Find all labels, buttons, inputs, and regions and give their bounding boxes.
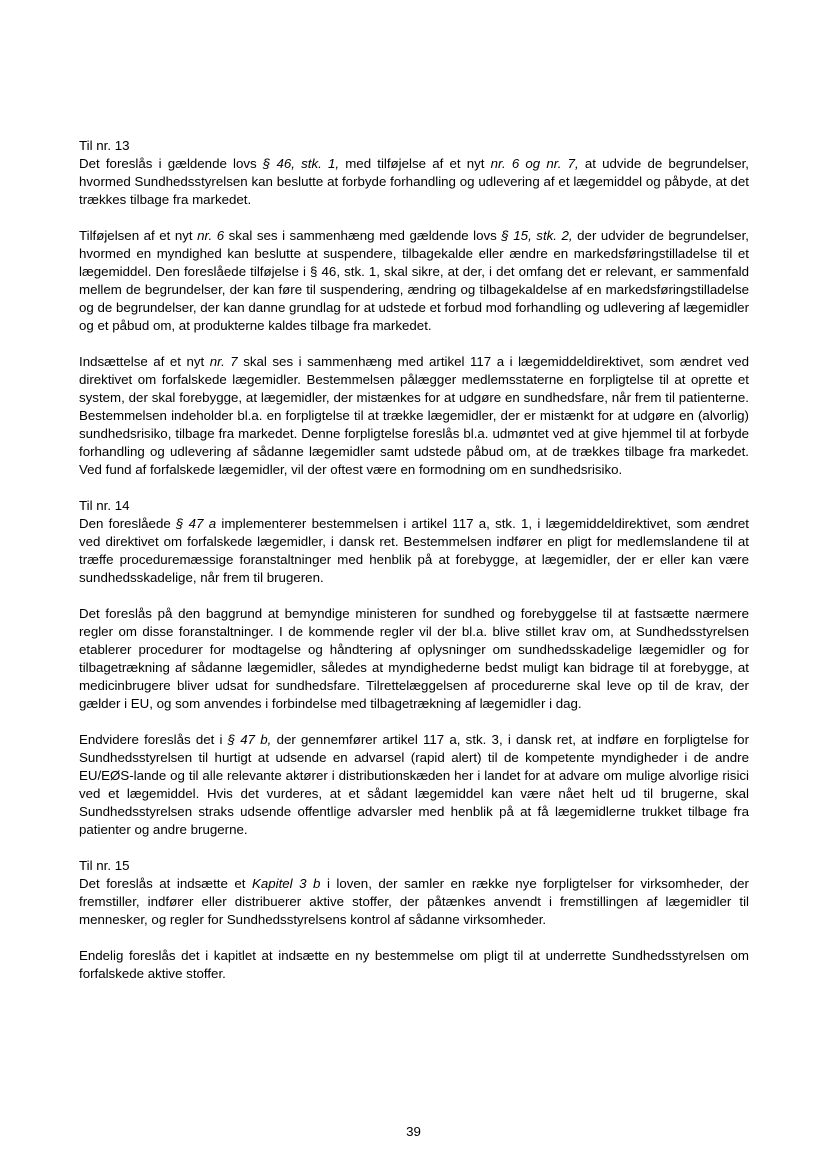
text-run: implementerer bestemmelsen i artikel 117 a, stk. 1, i lægemiddeldirektivet, som ændret ved direktivet om forfalskede lægemidler, i dansk ret. Bestemmelsen indfører en pligt for medlemslandene til at træffe proceduremæssige foranstaltninger med henblik på at forebygge, at lægemidler, der er eller kan være sundhedsskadelige, når frem til brugeren. bbox=[79, 516, 749, 585]
paragraph bbox=[79, 155, 749, 209]
legal-reference: § 46, stk. 1, bbox=[262, 156, 340, 171]
legal-reference: § 47 b, bbox=[227, 732, 272, 747]
legal-reference: § 47 a bbox=[176, 516, 217, 531]
legal-reference: nr. 7 bbox=[209, 354, 238, 369]
text-run: Endvidere foreslås det i bbox=[79, 732, 228, 747]
text-run: skal ses i sammenhæng med artikel 117 a i lægemiddeldirektivet, som ændret ved direktivet om forfalskede lægemidler. Bestemmelsen pålægger medlemsstaterne en forpligtelse til at oprette et system, der skal forebygge, at lægemidler, der mistænkes for at udgøre en sundhedsfare, når frem til patienterne. Bestemmelsen indeholder bl.a. en forpligtelse til at trække lægemidler, der er mistænkt for at udgøre en (alvorlig) sundhedsrisiko, tilbage fra markedet. Denne forpligtelse foreslås bl.a. udmøntet ved at give hjemmel til at forbyde forhandling og udlevering af sådanne lægemidler samt udstede påbud om, at de trækkes tilbage fra markedet. Ved fund af forfalskede lægemidler, vil der oftest være en formodning om en sundhedsrisiko. bbox=[79, 354, 749, 477]
text-run: i loven, der samler en række nye forpligtelser for virksomheder, der fremstiller, indfører eller distribuerer aktive stoffer, der påtænkes anvendt i fremstillingen af lægemidler til mennesker, og regler for Sundhedsstyrelsens kontrol af sådanne virksomheder. bbox=[79, 876, 749, 927]
document-body bbox=[79, 137, 749, 1001]
text-run: Indsættelse af et nyt bbox=[79, 354, 210, 369]
text-run: der udvider de begrundelser, hvormed en myndighed kan beslutte at suspendere, tilbagekalde eller ændre en markedsføringstilladelse til et lægemiddel. Den foreslåede tilføjelse i § 46, stk. 1, skal sikre, at der, i det omfang det er relevant, er sammenfald mellem de begrundelser, der kan føre til suspendering, ændring og tilbagekaldelse af en markedsføringstilladelse og de begrundelser, der kan danne grundlag for at udstede et forbud mod forhandling og udlevering af lægemidler og et påbud om, at produkterne kaldes tilbage fra markedet. bbox=[79, 228, 749, 333]
paragraph bbox=[79, 947, 749, 983]
paragraph bbox=[79, 515, 749, 587]
text-run: skal ses i sammenhæng med gældende lovs bbox=[224, 228, 502, 243]
paragraph bbox=[79, 731, 749, 839]
legal-reference: § 15, stk. 2, bbox=[501, 228, 573, 243]
text-run: Det foreslås i gældende lovs bbox=[79, 156, 263, 171]
text-run: Det foreslås på den baggrund at bemyndige ministeren for sundhed og forebyggelse til at fastsætte nærmere regler om disse foranstaltninger. I de kommende regler vil der bl.a. blive stillet krav om, at Sundhedsstyrelsen etablerer procedurer for modtagelse og håndtering af oplysninger om sundhedsskadelige lægemidler og for tilbagetrækning af sådanne lægemidler, således at myndighederne bedst muligt kan bidrage til at forebygge, at medicinbrugere bliver udsat for sundhedsfare. Tilrettelæggelsen af procedurerne skal leve op til de krav, der gælder i EU, og som anvendes i forbindelse med tilbagetrækning af lægemidler i dag. bbox=[79, 606, 749, 711]
paragraph bbox=[79, 605, 749, 713]
legal-reference: nr. 6 bbox=[197, 228, 225, 243]
section-heading: Til nr. 13 bbox=[79, 138, 130, 153]
text-run: Den foreslåede bbox=[79, 516, 177, 531]
text-run: med tilføjelse af et nyt bbox=[339, 156, 491, 171]
paragraph bbox=[79, 875, 749, 929]
text-run: der gennemfører artikel 117 a, stk. 3, i dansk ret, at indføre en forpligtelse for Sundhedsstyrelsen til hurtigt at udsende en advarsel (rapid alert) til de kompetente myndigheder i de andre EU/EØS-lande og til alle relevante aktører i distributionskæden her i landet for at advare om mulige alvorlige risici ved et lægemiddel. Hvis det vurderes, at et sådant lægemiddel kan være nået helt ud til brugerne, skal Sundhedsstyrelsen straks udsende offentlige advarsler med henblik på at få lægemidlerne trukket tilbage fra patienter og andre brugerne. bbox=[79, 732, 749, 837]
section-heading: Til nr. 14 bbox=[79, 498, 130, 513]
section-heading: Til nr. 15 bbox=[79, 858, 130, 873]
paragraph bbox=[79, 353, 749, 479]
text-run: Det foreslås at indsætte et bbox=[79, 876, 252, 891]
text-run: Endelig foreslås det i kapitlet at indsætte en ny bestemmelse om pligt til at underrette Sundhedsstyrelsen om forfalskede aktive stoffer. bbox=[79, 948, 749, 981]
page-number: 39 bbox=[406, 1124, 421, 1139]
text-run: Tilføjelsen af et nyt bbox=[79, 228, 198, 243]
legal-reference: Kapitel 3 b bbox=[251, 876, 321, 891]
legal-reference: nr. 6 og nr. 7, bbox=[490, 156, 579, 171]
paragraph bbox=[79, 227, 749, 335]
text-run: at udvide de begrundelser, hvormed Sundhedsstyrelsen kan beslutte at forbyde forhandling og udlevering af et lægemiddel og påbyde, at det trækkes tilbage fra markedet. bbox=[79, 156, 749, 207]
